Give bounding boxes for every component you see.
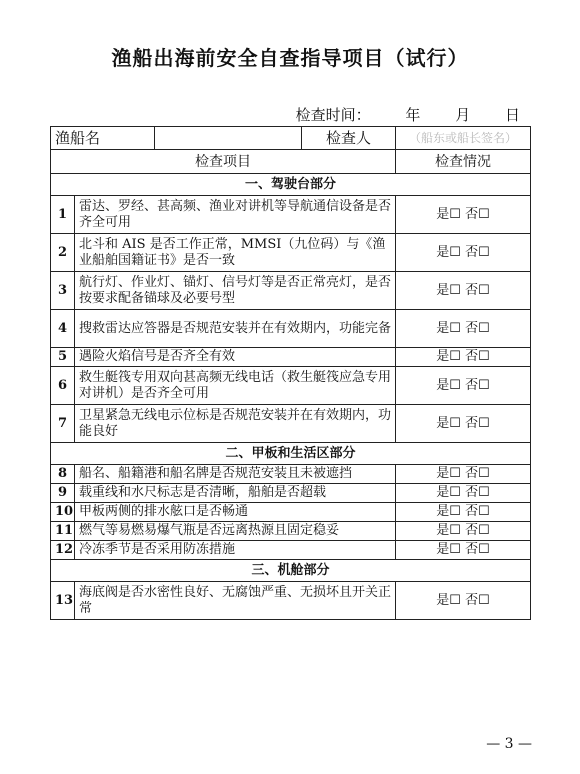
item-text: 搜救雷达应答器是否规范安装并在有效期内，功能完备: [75, 310, 396, 348]
yes-no-checkboxes[interactable]: 是☐ 否☐: [396, 310, 531, 348]
vessel-name-label: 渔船名: [51, 127, 155, 150]
table-row: [51, 582, 531, 620]
item-number: 4: [51, 310, 75, 348]
table-row: [51, 465, 531, 484]
item-text: 冷冻季节是否采用防冻措施: [75, 541, 396, 560]
yes-no-checkboxes[interactable]: 是☐ 否☐: [396, 484, 531, 503]
section-title: 一、驾驶台部分: [51, 174, 531, 196]
item-number: 6: [51, 367, 75, 405]
section-row: [51, 560, 531, 582]
item-text: 船名、船籍港和船名牌是否规范安装且未被遮挡: [75, 465, 396, 484]
yes-no-checkboxes[interactable]: 是☐ 否☐: [396, 234, 531, 272]
item-number: 7: [51, 405, 75, 443]
yes-no-checkboxes[interactable]: 是☐ 否☐: [396, 522, 531, 541]
header-item: 检查项目: [51, 150, 396, 174]
page-number: — 3 —: [486, 736, 532, 752]
item-text: 雷达、罗经、甚高频、渔业对讲机等导航通信设备是否齐全可用: [75, 196, 396, 234]
item-text: 卫星紧急无线电示位标是否规范安装并在有效期内，功能良好: [75, 405, 396, 443]
item-number: 12: [51, 541, 75, 560]
yes-no-checkboxes[interactable]: 是☐ 否☐: [396, 503, 531, 522]
yes-no-checkboxes[interactable]: 是☐ 否☐: [396, 582, 531, 620]
date-year: 年: [405, 106, 421, 124]
item-text: 航行灯、作业灯、锚灯、信号灯等是否正常亮灯，是否按要求配备锚球及必要号型: [75, 272, 396, 310]
date-day: 日: [504, 106, 520, 124]
date-label: 检查时间：: [295, 106, 371, 124]
header-row: [51, 150, 531, 174]
item-number: 2: [51, 234, 75, 272]
table-row: [51, 484, 531, 503]
yes-no-checkboxes[interactable]: 是☐ 否☐: [396, 348, 531, 367]
table-row: [51, 272, 531, 310]
table-row: [51, 234, 531, 272]
item-text: 甲板两侧的排水舷口是否畅通: [75, 503, 396, 522]
document-title: 渔船出海前安全自查指导项目（试行）: [111, 46, 469, 70]
yes-no-checkboxes[interactable]: 是☐ 否☐: [396, 405, 531, 443]
table-row: [51, 310, 531, 348]
item-text: 载重线和水尺标志是否清晰，船舶是否超载: [75, 484, 396, 503]
item-number: 8: [51, 465, 75, 484]
table-row: [51, 522, 531, 541]
item-number: 9: [51, 484, 75, 503]
table-row: [51, 541, 531, 560]
vessel-name-field[interactable]: [155, 127, 302, 150]
yes-no-checkboxes[interactable]: 是☐ 否☐: [396, 272, 531, 310]
item-number: 10: [51, 503, 75, 522]
item-text: 海底阀是否水密性良好、无腐蚀严重、无损坏且开关正常: [75, 582, 396, 620]
section-row: [51, 443, 531, 465]
item-number: 11: [51, 522, 75, 541]
yes-no-checkboxes[interactable]: 是☐ 否☐: [396, 541, 531, 560]
item-number: 1: [51, 196, 75, 234]
section-row: [51, 174, 531, 196]
item-text: 救生艇筏专用双向甚高频无线电话（救生艇筏应急专用对讲机）是否齐全可用: [75, 367, 396, 405]
item-text: 燃气等易燃易爆气瓶是否远离热源且固定稳妥: [75, 522, 396, 541]
table-row: [51, 348, 531, 367]
checklist-table: [50, 126, 531, 620]
item-number: 3: [51, 272, 75, 310]
table-row: [51, 503, 531, 522]
section-title: 三、机舱部分: [51, 560, 531, 582]
table-row: [51, 196, 531, 234]
item-number: 5: [51, 348, 75, 367]
yes-no-checkboxes[interactable]: 是☐ 否☐: [396, 367, 531, 405]
date-month: 月: [455, 106, 471, 124]
inspector-label: 检查人: [302, 127, 396, 150]
table-row: [51, 405, 531, 443]
header-status: 检查情况: [396, 150, 531, 174]
inspection-date-line: [292, 104, 520, 125]
item-text: 北斗和 AIS 是否工作正常，MMSI（九位码）与《渔业船舶国籍证书》是否一致: [75, 234, 396, 272]
item-number: 13: [51, 582, 75, 620]
table-row: [51, 367, 531, 405]
info-row: [51, 127, 531, 150]
inspector-signature-field[interactable]: （船东或船长签名）: [396, 127, 531, 150]
yes-no-checkboxes[interactable]: 是☐ 否☐: [396, 465, 531, 484]
item-text: 遇险火焰信号是否齐全有效: [75, 348, 396, 367]
yes-no-checkboxes[interactable]: 是☐ 否☐: [396, 196, 531, 234]
section-title: 二、甲板和生活区部分: [51, 443, 531, 465]
